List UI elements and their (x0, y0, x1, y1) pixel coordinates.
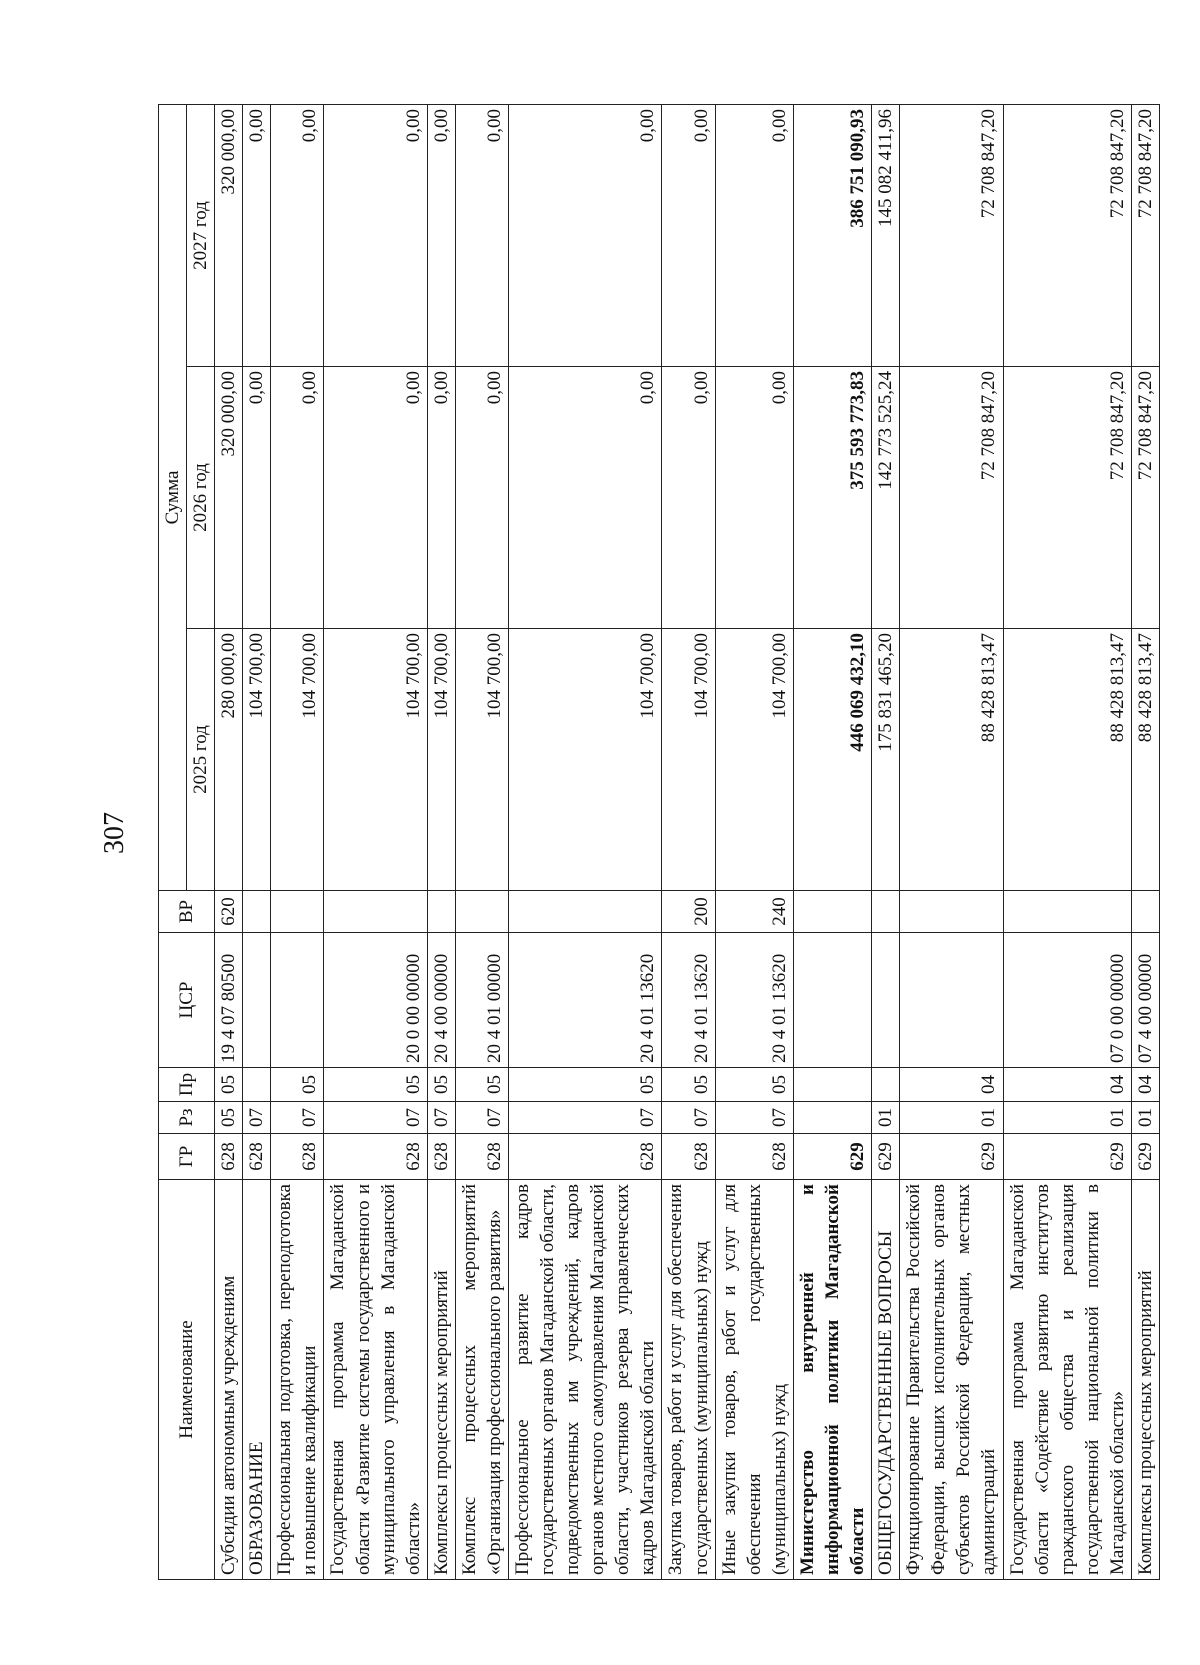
cell-gr: 628 (324, 1134, 427, 1180)
cell-gr: 628 (509, 1134, 662, 1180)
cell-2027: 72 708 847,20 (1003, 105, 1131, 367)
table-row (715, 105, 793, 1580)
table-row (662, 105, 715, 1580)
cell-csr (793, 933, 871, 1068)
cell-pr: 05 (455, 1068, 508, 1102)
cell-2025: 88 428 813,47 (1131, 629, 1159, 891)
header-pr: Пр (159, 1068, 215, 1102)
cell-name: Комплексы процессных мероприятий (427, 1180, 455, 1580)
cell-2026: 72 708 847,20 (1131, 367, 1159, 629)
table-row (509, 105, 662, 1580)
table-row (900, 105, 1003, 1580)
cell-2026: 0,00 (455, 367, 508, 629)
table-row (793, 105, 871, 1580)
cell-name: Закупка товаров, работ и услуг для обеспечения государственных (муниципальных) нужд (662, 1180, 715, 1580)
header-2026: 2026 год (187, 367, 215, 629)
cell-csr: 20 4 01 13620 (509, 933, 662, 1068)
header-vr: ВР (159, 891, 215, 933)
cell-vr: 200 (662, 891, 715, 933)
cell-vr (900, 891, 1003, 933)
cell-2026: 0,00 (662, 367, 715, 629)
cell-csr: 19 4 07 80500 (215, 933, 243, 1068)
cell-gr: 628 (715, 1134, 793, 1180)
cell-2026: 0,00 (243, 367, 271, 629)
cell-pr: 05 (271, 1068, 324, 1102)
cell-vr (271, 891, 324, 933)
cell-2026: 320 000,00 (215, 367, 243, 629)
cell-gr: 628 (271, 1134, 324, 1180)
cell-2026: 0,00 (324, 367, 427, 629)
cell-csr: 20 4 00 00000 (427, 933, 455, 1068)
cell-2027: 0,00 (455, 105, 508, 367)
header-sum: Сумма (159, 105, 187, 891)
cell-gr: 629 (900, 1134, 1003, 1180)
cell-name: Иные закупки товаров, работ и услуг для обеспечения государственных (муниципальных) нужд (715, 1180, 793, 1580)
cell-2025: 104 700,00 (509, 629, 662, 891)
cell-2025: 104 700,00 (271, 629, 324, 891)
cell-2025: 88 428 813,47 (900, 629, 1003, 891)
cell-rz: 01 (900, 1102, 1003, 1134)
cell-2027: 0,00 (271, 105, 324, 367)
cell-2027: 0,00 (324, 105, 427, 367)
table-row (1131, 105, 1159, 1580)
cell-rz: 07 (662, 1102, 715, 1134)
cell-name: Министерство внутренней и информационной политики Магаданской области (793, 1180, 871, 1580)
page-number: 307 (99, 812, 130, 854)
cell-vr: 620 (215, 891, 243, 933)
cell-csr (872, 933, 900, 1068)
cell-rz: 07 (243, 1102, 271, 1134)
cell-name: Комплекс процессных мероприятий «Организация профессионального развития» (455, 1180, 508, 1580)
cell-rz: 07 (715, 1102, 793, 1134)
cell-vr (455, 891, 508, 933)
cell-2025: 104 700,00 (427, 629, 455, 891)
cell-2025: 104 700,00 (243, 629, 271, 891)
cell-pr: 05 (215, 1068, 243, 1102)
cell-name: Субсидии автономным учреждениям (215, 1180, 243, 1580)
cell-vr (243, 891, 271, 933)
cell-2027: 72 708 847,20 (900, 105, 1003, 367)
cell-csr: 20 0 00 00000 (324, 933, 427, 1068)
cell-csr (271, 933, 324, 1068)
cell-pr: 05 (662, 1068, 715, 1102)
cell-name: ОБЩЕГОСУДАРСТВЕННЫЕ ВОПРОСЫ (872, 1180, 900, 1580)
cell-name: Государственная программа Магаданской области «Содействие развитию институтов гражданского общества и реализация государственной национальной политики в Магаданской области» (1003, 1180, 1131, 1580)
cell-gr: 629 (1131, 1134, 1159, 1180)
table-row (872, 105, 900, 1580)
cell-2026: 0,00 (715, 367, 793, 629)
cell-name: Функционирование Правительства Российской Федерации, высших исполнительных органов субъектов Российской Федерации, местных администраций (900, 1180, 1003, 1580)
cell-2027: 145 082 411,96 (872, 105, 900, 367)
cell-vr: 240 (715, 891, 793, 933)
cell-pr: 05 (509, 1068, 662, 1102)
cell-rz: 01 (1003, 1102, 1131, 1134)
cell-vr (872, 891, 900, 933)
cell-2025: 104 700,00 (324, 629, 427, 891)
header-rz: Рз (159, 1102, 215, 1134)
cell-csr (900, 933, 1003, 1068)
cell-gr: 628 (427, 1134, 455, 1180)
cell-rz: 07 (455, 1102, 508, 1134)
table-row (215, 105, 243, 1580)
cell-rz: 01 (872, 1102, 900, 1134)
cell-2026: 142 773 525,24 (872, 367, 900, 629)
cell-2027: 0,00 (509, 105, 662, 367)
table-row (427, 105, 455, 1580)
cell-name: Профессиональное развитие кадров государственных органов Магаданской области, подведомственных им учреждений, кадров органов местного самоуправления Магаданской области, участников резерва управленческих кадров Магаданской области (509, 1180, 662, 1580)
rotated-table-container (158, 105, 1156, 1580)
cell-pr: 04 (1003, 1068, 1131, 1102)
header-name: Наименование (159, 1180, 215, 1580)
header-2027: 2027 год (187, 105, 215, 367)
cell-rz: 07 (324, 1102, 427, 1134)
cell-2025: 175 831 465,20 (872, 629, 900, 891)
cell-2025: 104 700,00 (455, 629, 508, 891)
cell-pr (872, 1068, 900, 1102)
cell-gr: 629 (793, 1134, 871, 1180)
cell-pr: 04 (900, 1068, 1003, 1102)
cell-csr: 07 4 00 00000 (1131, 933, 1159, 1068)
cell-csr: 20 4 01 13620 (662, 933, 715, 1068)
cell-csr (243, 933, 271, 1068)
cell-2026: 72 708 847,20 (900, 367, 1003, 629)
cell-vr (793, 891, 871, 933)
table-body (215, 105, 1160, 1580)
cell-2026: 375 593 773,83 (793, 367, 871, 629)
cell-vr (427, 891, 455, 933)
cell-rz: 07 (509, 1102, 662, 1134)
cell-vr (509, 891, 662, 933)
cell-2025: 104 700,00 (662, 629, 715, 891)
cell-csr: 20 4 01 13620 (715, 933, 793, 1068)
cell-pr: 05 (324, 1068, 427, 1102)
header-2025: 2025 год (187, 629, 215, 891)
cell-gr: 629 (872, 1134, 900, 1180)
cell-2027: 72 708 847,20 (1131, 105, 1159, 367)
table-row (271, 105, 324, 1580)
cell-2027: 0,00 (715, 105, 793, 367)
cell-rz: 05 (215, 1102, 243, 1134)
budget-table (158, 104, 1160, 1580)
cell-rz: 07 (427, 1102, 455, 1134)
cell-name: Государственная программа Магаданской области «Развитие системы государственного и муниципального управления в Магаданской области» (324, 1180, 427, 1580)
cell-rz: 01 (1131, 1102, 1159, 1134)
cell-csr: 20 4 01 00000 (455, 933, 508, 1068)
cell-2025: 104 700,00 (715, 629, 793, 891)
cell-csr: 07 0 00 00000 (1003, 933, 1131, 1068)
cell-pr (793, 1068, 871, 1102)
cell-2026: 0,00 (509, 367, 662, 629)
cell-name: ОБРАЗОВАНИЕ (243, 1180, 271, 1580)
cell-vr (1003, 891, 1131, 933)
cell-gr: 628 (215, 1134, 243, 1180)
cell-gr: 628 (243, 1134, 271, 1180)
cell-pr (243, 1068, 271, 1102)
table-row (243, 105, 271, 1580)
cell-gr: 629 (1003, 1134, 1131, 1180)
cell-gr: 628 (662, 1134, 715, 1180)
cell-2025: 446 069 432,10 (793, 629, 871, 891)
table-row (324, 105, 427, 1580)
cell-2026: 0,00 (427, 367, 455, 629)
cell-vr (1131, 891, 1159, 933)
cell-2025: 88 428 813,47 (1003, 629, 1131, 891)
header-gr: ГР (159, 1134, 215, 1180)
cell-gr: 628 (455, 1134, 508, 1180)
cell-2027: 386 751 090,93 (793, 105, 871, 367)
cell-vr (324, 891, 427, 933)
table-header (159, 105, 215, 1580)
cell-2027: 0,00 (427, 105, 455, 367)
cell-2027: 0,00 (243, 105, 271, 367)
cell-name: Профессиональная подготовка, переподготовка и повышение квалификации (271, 1180, 324, 1580)
cell-2027: 0,00 (662, 105, 715, 367)
cell-rz (793, 1102, 871, 1134)
cell-2026: 72 708 847,20 (1003, 367, 1131, 629)
cell-pr: 04 (1131, 1068, 1159, 1102)
cell-pr: 05 (427, 1068, 455, 1102)
cell-pr: 05 (715, 1068, 793, 1102)
cell-2027: 320 000,00 (215, 105, 243, 367)
cell-rz: 07 (271, 1102, 324, 1134)
cell-name: Комплексы процессных мероприятий (1131, 1180, 1159, 1580)
table-row (455, 105, 508, 1580)
table-row (1003, 105, 1131, 1580)
cell-2025: 280 000,00 (215, 629, 243, 891)
cell-2026: 0,00 (271, 367, 324, 629)
header-csr: ЦСР (159, 933, 215, 1068)
